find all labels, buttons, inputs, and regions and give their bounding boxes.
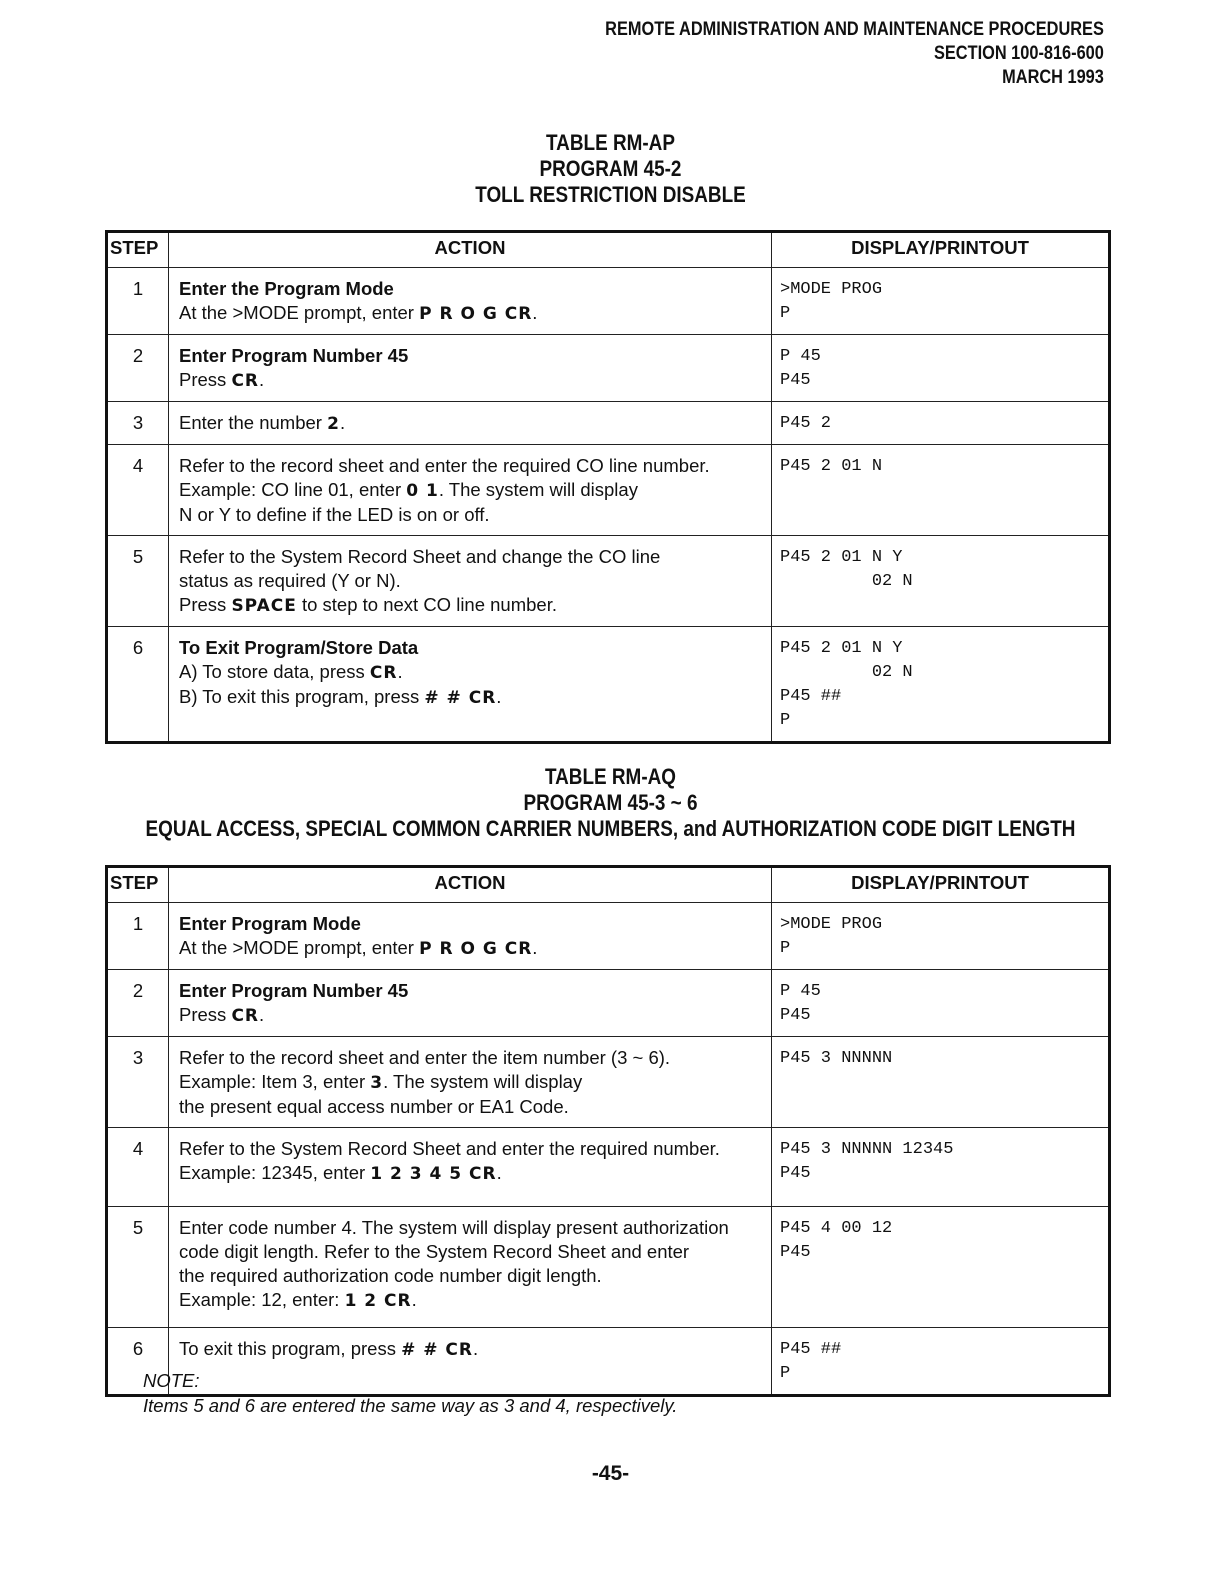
- display-cell: >MODE PROG P: [772, 268, 1110, 335]
- action-text: . The system will display: [383, 1071, 583, 1092]
- action-text: Press: [179, 1004, 232, 1025]
- table2-title: [0, 764, 1221, 842]
- col-step: STEP: [107, 867, 169, 903]
- table-row: [107, 536, 1110, 627]
- col-action: ACTION: [169, 232, 772, 268]
- display-cell: P45 2 01 N Y 02 N: [772, 536, 1110, 627]
- step-number: 5: [107, 536, 169, 627]
- action-text: Refer to the record sheet and enter the item number (3 ~ 6).: [179, 1047, 671, 1068]
- display-cell: P45 ## P: [772, 1328, 1110, 1396]
- step-number: 3: [107, 1037, 169, 1128]
- document-header: [605, 18, 1104, 90]
- action-heading: Enter Program Mode: [179, 913, 361, 934]
- step-number: 1: [107, 268, 169, 335]
- col-action: ACTION: [169, 867, 772, 903]
- header-date: MARCH 1993: [1002, 67, 1104, 88]
- table-row: [107, 903, 1110, 970]
- key-sequence: # # CR: [424, 688, 497, 708]
- header-section: SECTION 100-816-600: [934, 43, 1104, 64]
- action-text: .: [473, 1338, 479, 1359]
- action-text: code digit length. Refer to the System Record Sheet and enter: [179, 1241, 690, 1262]
- key-sequence: 2: [327, 414, 340, 434]
- action-text: status as required (Y or N).: [179, 570, 401, 591]
- action-cell: [169, 627, 772, 743]
- action-cell: [169, 1207, 772, 1328]
- table-rm-aq: [105, 865, 1111, 1397]
- action-text: Example: 12345, enter: [179, 1162, 371, 1183]
- action-text: .: [259, 1004, 265, 1025]
- key-sequence: SPACE: [231, 596, 297, 616]
- step-number: 4: [107, 1128, 169, 1207]
- table-row: [107, 268, 1110, 335]
- key-sequence: # # CR: [401, 1340, 473, 1360]
- action-text: .: [397, 661, 403, 682]
- action-text: To exit this program, press: [179, 1338, 402, 1359]
- display-cell: P45 3 NNNNN: [772, 1037, 1110, 1128]
- key-sequence: 3: [370, 1073, 384, 1093]
- step-number: 4: [107, 445, 169, 536]
- action-cell: [169, 536, 772, 627]
- step-number: 6: [107, 1328, 169, 1396]
- table1-title-line3: TOLL RESTRICTION DISABLE: [475, 182, 746, 207]
- action-text: A) To store data, press: [179, 661, 370, 682]
- action-text: Press: [179, 369, 232, 390]
- action-heading: Enter Program Number 45: [179, 345, 409, 366]
- table-row: [107, 402, 1110, 445]
- action-text: Example: CO line 01, enter: [179, 479, 407, 500]
- display-cell: P45 2 01 N Y 02 N P45 ## P: [772, 627, 1110, 743]
- key-sequence: 1 2 CR: [344, 1291, 412, 1311]
- action-text: Refer to the record sheet and enter the required CO line number.: [179, 455, 710, 476]
- action-text: At the >MODE prompt, enter: [179, 302, 420, 323]
- key-sequence: 0 1: [406, 481, 439, 501]
- action-text: the required authorization code number digit length.: [179, 1265, 602, 1286]
- table1-title-line2: PROGRAM 45-2: [539, 156, 682, 181]
- col-step: STEP: [107, 232, 169, 268]
- table-row: [107, 1207, 1110, 1328]
- action-cell: [169, 1037, 772, 1128]
- table-rm-ap: [105, 230, 1111, 744]
- action-cell: [169, 335, 772, 402]
- table1-title: [0, 130, 1221, 208]
- action-cell: [169, 1128, 772, 1207]
- action-text: .: [532, 302, 538, 323]
- table-header-row: [107, 867, 1110, 903]
- step-number: 5: [107, 1207, 169, 1328]
- display-cell: P45 4 00 12 P45: [772, 1207, 1110, 1328]
- note: [143, 1368, 677, 1418]
- action-heading: Enter Program Number 45: [179, 980, 409, 1001]
- table2-title-line1: TABLE RM-AQ: [544, 764, 677, 789]
- key-sequence: 1 2 3 4 5 CR: [370, 1164, 497, 1184]
- action-cell: [169, 445, 772, 536]
- action-cell: [169, 402, 772, 445]
- page-number: -45-: [591, 1462, 630, 1485]
- step-number: 3: [107, 402, 169, 445]
- table2-title-line2: PROGRAM 45-3 ~ 6: [523, 790, 698, 815]
- display-cell: P45 2: [772, 402, 1110, 445]
- table-row: [107, 1037, 1110, 1128]
- action-text: Enter code number 4. The system will display present authorization: [179, 1217, 729, 1238]
- action-text: Refer to the System Record Sheet and change the CO line: [179, 546, 661, 567]
- step-number: 2: [107, 335, 169, 402]
- action-cell: [169, 268, 772, 335]
- key-sequence: P R O G CR: [419, 304, 533, 324]
- header-title: REMOTE ADMINISTRATION AND MAINTENANCE PROCEDURES: [605, 19, 1104, 40]
- action-text: At the >MODE prompt, enter: [179, 937, 420, 958]
- note-label: NOTE:: [143, 1370, 200, 1391]
- action-text: . The system will display: [438, 479, 638, 500]
- action-text: B) To exit this program, press: [179, 686, 425, 707]
- display-cell: P45 2 01 N: [772, 445, 1110, 536]
- action-cell: [169, 903, 772, 970]
- key-sequence: P R O G CR: [419, 939, 533, 959]
- display-cell: P 45 P45: [772, 970, 1110, 1037]
- action-text: Enter the number: [179, 412, 328, 433]
- action-heading: Enter the Program Mode: [179, 278, 394, 299]
- action-text: .: [259, 369, 265, 390]
- table-row: [107, 627, 1110, 743]
- action-text: Example: 12, enter:: [179, 1289, 345, 1310]
- action-text: N or Y to define if the LED is on or off.: [179, 504, 490, 525]
- note-text: Items 5 and 6 are entered the same way as 3 and 4, respectively.: [143, 1395, 678, 1416]
- action-text: .: [532, 937, 538, 958]
- step-number: 2: [107, 970, 169, 1037]
- col-display: DISPLAY/PRINTOUT: [772, 867, 1110, 903]
- step-number: 6: [107, 627, 169, 743]
- action-text: Refer to the System Record Sheet and enter the required number.: [179, 1138, 720, 1159]
- key-sequence: CR: [231, 1006, 260, 1026]
- display-cell: P45 3 NNNNN 12345 P45: [772, 1128, 1110, 1207]
- table-header-row: [107, 232, 1110, 268]
- table-row: [107, 445, 1110, 536]
- action-text: .: [411, 1289, 417, 1310]
- display-cell: >MODE PROG P: [772, 903, 1110, 970]
- table-row: [107, 335, 1110, 402]
- table-row: [107, 1128, 1110, 1207]
- key-sequence: CR: [231, 371, 260, 391]
- action-text: Press: [179, 594, 232, 615]
- col-display: DISPLAY/PRINTOUT: [772, 232, 1110, 268]
- action-text: the present equal access number or EA1 Code.: [179, 1096, 569, 1117]
- table1-title-line1: TABLE RM-AP: [546, 130, 675, 155]
- action-text: .: [496, 1162, 502, 1183]
- action-text: .: [339, 412, 346, 433]
- action-text: to step to next CO line number.: [296, 594, 557, 615]
- action-text: .: [496, 686, 502, 707]
- step-number: 1: [107, 903, 169, 970]
- display-cell: P 45 P45: [772, 335, 1110, 402]
- table-row: [107, 970, 1110, 1037]
- key-sequence: CR: [369, 663, 398, 683]
- table2-title-line3: EQUAL ACCESS, SPECIAL COMMON CARRIER NUMBERS, and AUTHORIZATION CODE DIGIT LENGTH: [145, 816, 1076, 841]
- action-text: Example: Item 3, enter: [179, 1071, 371, 1092]
- action-cell: [169, 970, 772, 1037]
- action-heading: To Exit Program/Store Data: [179, 637, 419, 658]
